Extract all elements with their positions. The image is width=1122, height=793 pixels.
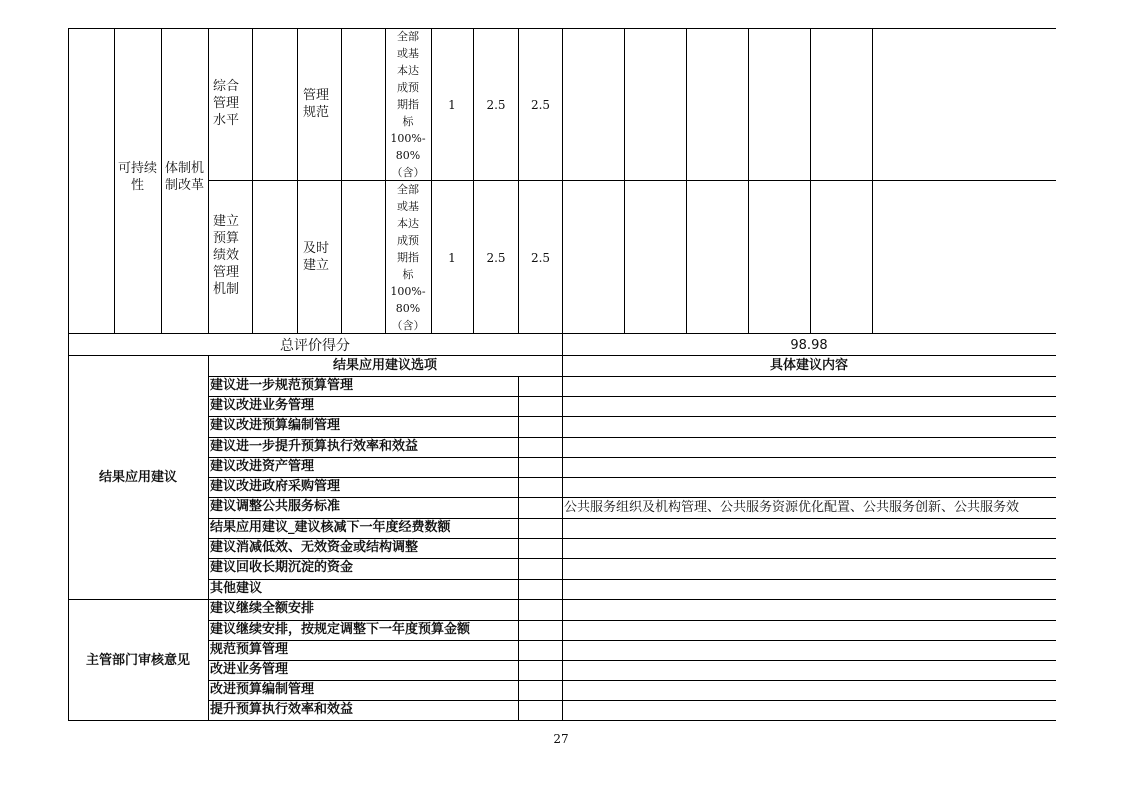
recommendation-option: 建议进一步提升预算执行效率和效益 — [210, 439, 419, 454]
indicator-2 — [213, 213, 247, 298]
standard-line: 本达 — [397, 64, 419, 77]
grid-line — [161, 28, 162, 333]
grid-line — [68, 28, 69, 333]
page-number: 27 — [553, 732, 569, 746]
grid-line — [208, 680, 1056, 681]
standard-line: 成预 — [397, 81, 419, 94]
recommendation-option: 建议改进政府采购管理 — [210, 479, 341, 494]
recommendation-option: 其他建议 — [210, 581, 263, 596]
grid-line — [341, 28, 342, 333]
grid-line — [208, 180, 1056, 181]
indicator-1-label: 综合管理水平 — [213, 79, 240, 128]
review-option: 建议继续全额安排 — [210, 601, 315, 616]
recommendation-option: 建议改进业务管理 — [210, 398, 315, 413]
standard-line: 标 — [402, 268, 414, 281]
options-column-header: 结果应用建议选项 — [332, 358, 437, 373]
grid-line — [114, 28, 115, 333]
grid-line — [562, 333, 563, 720]
recommendations-section-label: 结果应用建议 — [98, 470, 177, 485]
sub-indicator-1 — [303, 87, 337, 121]
content-column-header: 具体建议内容 — [769, 358, 848, 373]
grid-line — [208, 700, 1056, 701]
grid-line — [385, 28, 386, 333]
standard-line: 100%- — [390, 132, 426, 145]
grid-line — [208, 538, 1056, 539]
standard-1 — [385, 28, 431, 180]
standard-line: 期指 — [397, 98, 419, 111]
standard-line: 或基 — [397, 200, 419, 213]
grid-line — [208, 640, 1056, 641]
grid-line — [208, 518, 1056, 519]
grid-line — [872, 28, 873, 333]
review-section-label: 主管部门审核意见 — [85, 653, 190, 668]
grid-line — [208, 457, 1056, 458]
sub-indicator-1-label: 管理规范 — [303, 88, 330, 120]
indicator-1 — [213, 78, 247, 129]
standard-line: 成预 — [397, 234, 419, 247]
recommendation-option: 结果应用建议_建议核减下一年度经费数额 — [210, 520, 451, 535]
level1-cell — [114, 160, 161, 194]
grid-line — [686, 28, 687, 333]
standard-line: 80% — [395, 302, 421, 315]
total-value: 98.98 — [790, 338, 828, 353]
grid-line — [208, 579, 1056, 580]
recommendation-option: 建议进一步规范预算管理 — [210, 378, 354, 393]
grid-line — [68, 333, 69, 720]
grid-line — [208, 416, 1056, 417]
grid-line — [473, 28, 474, 333]
standard-line: 100%- — [390, 285, 426, 298]
grid-line — [748, 28, 749, 333]
grid-line — [208, 437, 1056, 438]
standard-line: 全部 — [397, 30, 419, 43]
level2-label: 体制机制改革 — [164, 161, 204, 193]
grid-line — [297, 28, 298, 333]
level1-label: 可持续性 — [117, 161, 157, 193]
standard-line: 本达 — [397, 217, 419, 230]
review-option: 建议继续安排，按规定调整下一年度预算金额 — [210, 622, 471, 637]
total-label: 总评价得分 — [280, 338, 350, 354]
weight-1: 1 — [448, 98, 456, 112]
grid-line — [562, 28, 563, 333]
standard-line: （含） — [391, 166, 425, 179]
standard-line: 或基 — [397, 47, 419, 60]
standard-line: 期指 — [397, 251, 419, 264]
standard-line: （含） — [391, 319, 425, 332]
grid-line — [431, 28, 432, 333]
grid-line — [208, 558, 1056, 559]
score-b-2: 2.5 — [530, 251, 551, 265]
recommendation-option: 建议回收长期沉淀的资金 — [210, 560, 354, 575]
weight-2: 1 — [448, 251, 456, 265]
level2-cell — [161, 160, 208, 194]
grid-line — [208, 660, 1056, 661]
recommendation-option: 建议改进资产管理 — [210, 459, 315, 474]
standard-line: 标 — [402, 115, 414, 128]
review-option: 提升预算执行效率和效益 — [210, 702, 354, 717]
sub-indicator-2-label: 及时建立 — [303, 241, 330, 273]
recommendation-option: 建议消减低效、无效资金或结构调整 — [210, 540, 419, 555]
grid-line — [208, 620, 1056, 621]
grid-line — [518, 28, 519, 333]
review-option: 改进预算编制管理 — [210, 682, 315, 697]
grid-line — [208, 355, 209, 720]
score-a-2: 2.5 — [486, 251, 506, 265]
standard-2-text — [385, 181, 431, 333]
standard-line: 全部 — [397, 183, 419, 196]
grid-line — [518, 376, 519, 720]
indicator-2-label: 建立预算绩效管理机制 — [213, 214, 240, 297]
standard-line: 80% — [395, 149, 421, 162]
score-b-1: 2.5 — [530, 98, 551, 112]
recommendation-option: 建议调整公共服务标准 — [210, 499, 341, 514]
grid-line — [624, 28, 625, 333]
grid-line — [208, 376, 1056, 377]
standard-2 — [385, 181, 431, 333]
recommendation-option: 建议改进预算编制管理 — [210, 418, 341, 433]
grid-line — [208, 497, 1056, 498]
score-a-1: 2.5 — [486, 98, 506, 112]
recommendation-content: 公共服务组织及机构管理、公共服务资源优化配置、公共服务创新、公共服务效 — [564, 500, 1020, 515]
review-option: 规范预算管理 — [210, 642, 289, 657]
grid-line — [252, 28, 253, 333]
grid-line — [810, 28, 811, 333]
standard-1-text — [385, 28, 431, 180]
grid-line — [208, 28, 209, 333]
review-option: 改进业务管理 — [210, 662, 289, 677]
grid-line — [208, 477, 1056, 478]
sub-indicator-2 — [303, 240, 337, 274]
grid-line — [68, 720, 1056, 721]
grid-line — [208, 396, 1056, 397]
